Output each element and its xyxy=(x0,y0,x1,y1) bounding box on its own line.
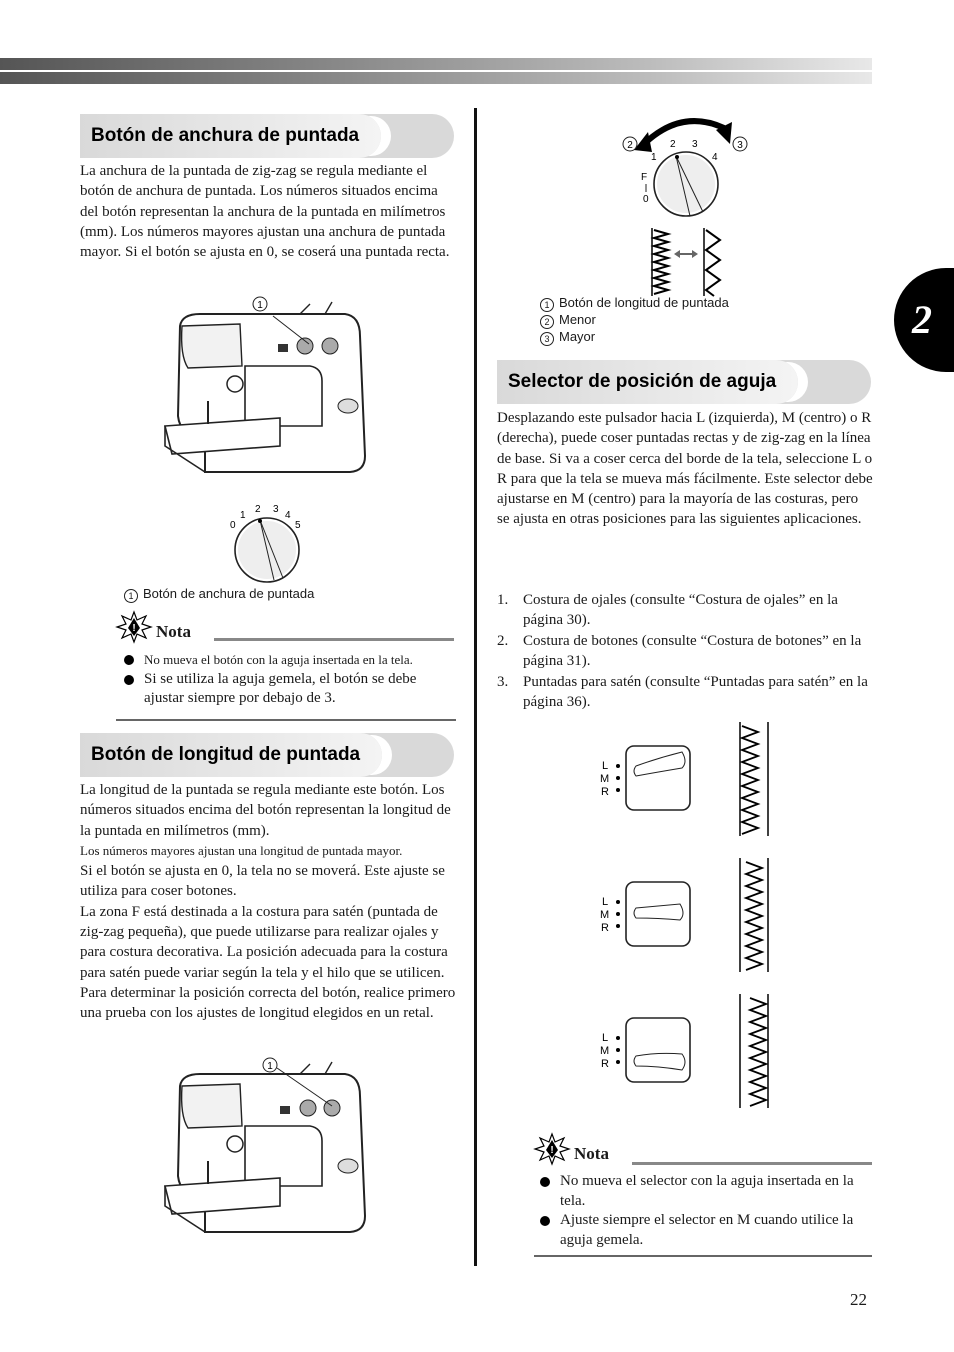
caption-text: Mayor xyxy=(559,329,596,344)
position-section-body: Desplazando este pulsador hacia L (izquierda), M (centro) o R (derecha), puede coser puntadas rectas y de zig-zag en la línea de base. Si va a coser cerca del borde de la tela, seleccione L o R para que la tela se mueva más fácilmente. Este selector debe ajustarse en M (centro) para la mayoría de las costuras, pero se ajusta en otras posiciones para las siguientes aplicaciones. xyxy=(497,410,873,528)
note-header xyxy=(534,1134,609,1164)
caption-row xyxy=(540,312,729,329)
length-dial-label: F xyxy=(641,172,648,183)
note-bottom-rule xyxy=(534,1255,872,1257)
width-dial-label: 4 xyxy=(285,510,291,521)
note-item: No mueva el botón con la aguja insertada en la tela. xyxy=(118,650,458,670)
position-applications-list xyxy=(497,590,869,713)
column-divider xyxy=(474,108,477,1266)
width-notes-list xyxy=(118,650,458,709)
note-title: Nota xyxy=(156,622,191,641)
length-body-part: La zona F está destinada a la costura para satén (puntada de zig-zag pequeña), que puede utilizarse para realizar ojales y para costura decorativa. La posición adecuada para la costura para satén puede variar según la tela y el hilo que se utilicen. Para determinar la posición correcta del botón, realice primero una prueba con los ajustes de longitud elegidos en un retal. xyxy=(80,903,456,1022)
list-item xyxy=(497,672,869,712)
width-section-heading xyxy=(80,114,454,158)
caption-row xyxy=(540,295,729,312)
caption-text: Botón de longitud de puntada xyxy=(559,295,729,310)
caption-row xyxy=(540,329,729,346)
length-dial-callout: 3 xyxy=(737,140,743,151)
list-number: 1. xyxy=(497,592,509,608)
list-item xyxy=(497,590,869,630)
length-body-part: La longitud de la puntada se regula mediante este botón. Los números situados encima del botón representan la longitud de la puntada en milímetros (mm). xyxy=(80,782,451,839)
width-dial-label: 5 xyxy=(295,520,301,531)
length-captions xyxy=(540,295,729,346)
width-dial-label: 2 xyxy=(255,504,261,515)
length-section-heading xyxy=(80,733,454,777)
width-dial-label: 1 xyxy=(240,510,246,521)
width-machine-callout: 1 xyxy=(257,300,263,311)
note-item: Si se utiliza la aguja gemela, el botón se debe ajustar siempre por debajo de 3. xyxy=(118,670,458,709)
list-item xyxy=(497,631,869,671)
length-dial-label: 4 xyxy=(712,152,718,163)
position-notes-list xyxy=(534,1172,874,1250)
width-section-title: Botón de anchura de puntada xyxy=(80,114,381,158)
length-dial-label: 1 xyxy=(651,152,657,163)
lmr-label: R xyxy=(601,786,609,798)
caption-text: Botón de anchura de puntada xyxy=(143,586,315,601)
lmr-label: L xyxy=(602,896,609,908)
length-section-body xyxy=(80,780,458,1024)
sewing-machine-illustration-width xyxy=(160,296,375,492)
svg-text:!: ! xyxy=(550,1145,554,1156)
length-section-title: Botón de longitud de puntada xyxy=(80,733,382,777)
needle-position-right-diagram xyxy=(598,994,778,1110)
position-section-title: Selector de posición de aguja xyxy=(497,360,798,404)
lmr-label: L xyxy=(602,760,609,772)
sewing-machine-illustration-length xyxy=(160,1056,375,1252)
lmr-label: R xyxy=(601,922,609,934)
lmr-label: M xyxy=(600,773,610,785)
width-dial-label: 0 xyxy=(230,520,236,531)
width-dial xyxy=(228,502,308,582)
note-rule xyxy=(214,638,454,641)
caption-number: 1 xyxy=(124,589,138,603)
lmr-label: L xyxy=(602,1032,609,1044)
list-text: Puntadas para satén (consulte “Puntadas para satén” en la página 36). xyxy=(523,674,868,710)
width-caption xyxy=(124,586,314,603)
needle-position-middle-diagram xyxy=(598,858,778,974)
list-text: Costura de ojales (consulte “Costura de ojales” en la página 30). xyxy=(523,592,838,628)
length-body-part: Los números mayores ajustan una longitud de puntada mayor. xyxy=(80,842,403,858)
length-dial-callout: 2 xyxy=(627,140,633,151)
note-bottom-rule xyxy=(116,719,456,721)
length-dial-label: 0 xyxy=(643,194,649,205)
length-dial-label: 3 xyxy=(692,139,698,150)
length-machine-callout: 1 xyxy=(267,1061,273,1072)
list-number: 3. xyxy=(497,674,509,690)
length-dial-label: 2 xyxy=(670,139,676,150)
position-section-heading xyxy=(497,360,871,404)
caption-number: 1 xyxy=(540,298,554,312)
note-icon xyxy=(116,612,152,642)
lmr-label: M xyxy=(600,909,610,921)
needle-position-left-diagram xyxy=(598,722,778,838)
stitch-length-diagram xyxy=(644,226,724,298)
caption-text: Menor xyxy=(559,312,596,327)
note-item: No mueva el selector con la aguja insertada en la tela. xyxy=(534,1172,874,1211)
caption-number: 2 xyxy=(540,315,554,329)
length-dial xyxy=(620,116,760,226)
note-title: Nota xyxy=(574,1144,609,1163)
lmr-label: M xyxy=(600,1045,610,1057)
list-text: Costura de botones (consulte “Costura de botones” en la página 31). xyxy=(523,633,862,669)
caption-number: 3 xyxy=(540,332,554,346)
note-item: Ajuste siempre el selector en M cuando utilice la aguja gemela. xyxy=(534,1211,874,1250)
note-rule xyxy=(632,1162,872,1165)
list-number: 2. xyxy=(497,633,509,649)
lmr-label: R xyxy=(601,1058,609,1070)
page-number: 22 xyxy=(850,1290,867,1309)
note-icon xyxy=(534,1134,570,1164)
header-gradient-bar xyxy=(0,58,872,84)
width-dial-label: 3 xyxy=(273,504,279,515)
note-header xyxy=(116,612,191,642)
svg-text:!: ! xyxy=(132,623,136,634)
chapter-number: 2 xyxy=(912,297,932,342)
width-section-body: La anchura de la puntada de zig-zag se regula mediante el botón de anchura de puntada. Los números situados encima del botón representan la anchura de la puntada en milímetros (mm). Los números mayores ajustan una anchura de puntada mayor. Si el botón se ajusta en 0, se coserá una puntada recta. xyxy=(80,163,450,261)
length-body-part: Si el botón se ajusta en 0, la tela no se moverá. Este ajuste se utiliza para coser botones. xyxy=(80,863,445,900)
